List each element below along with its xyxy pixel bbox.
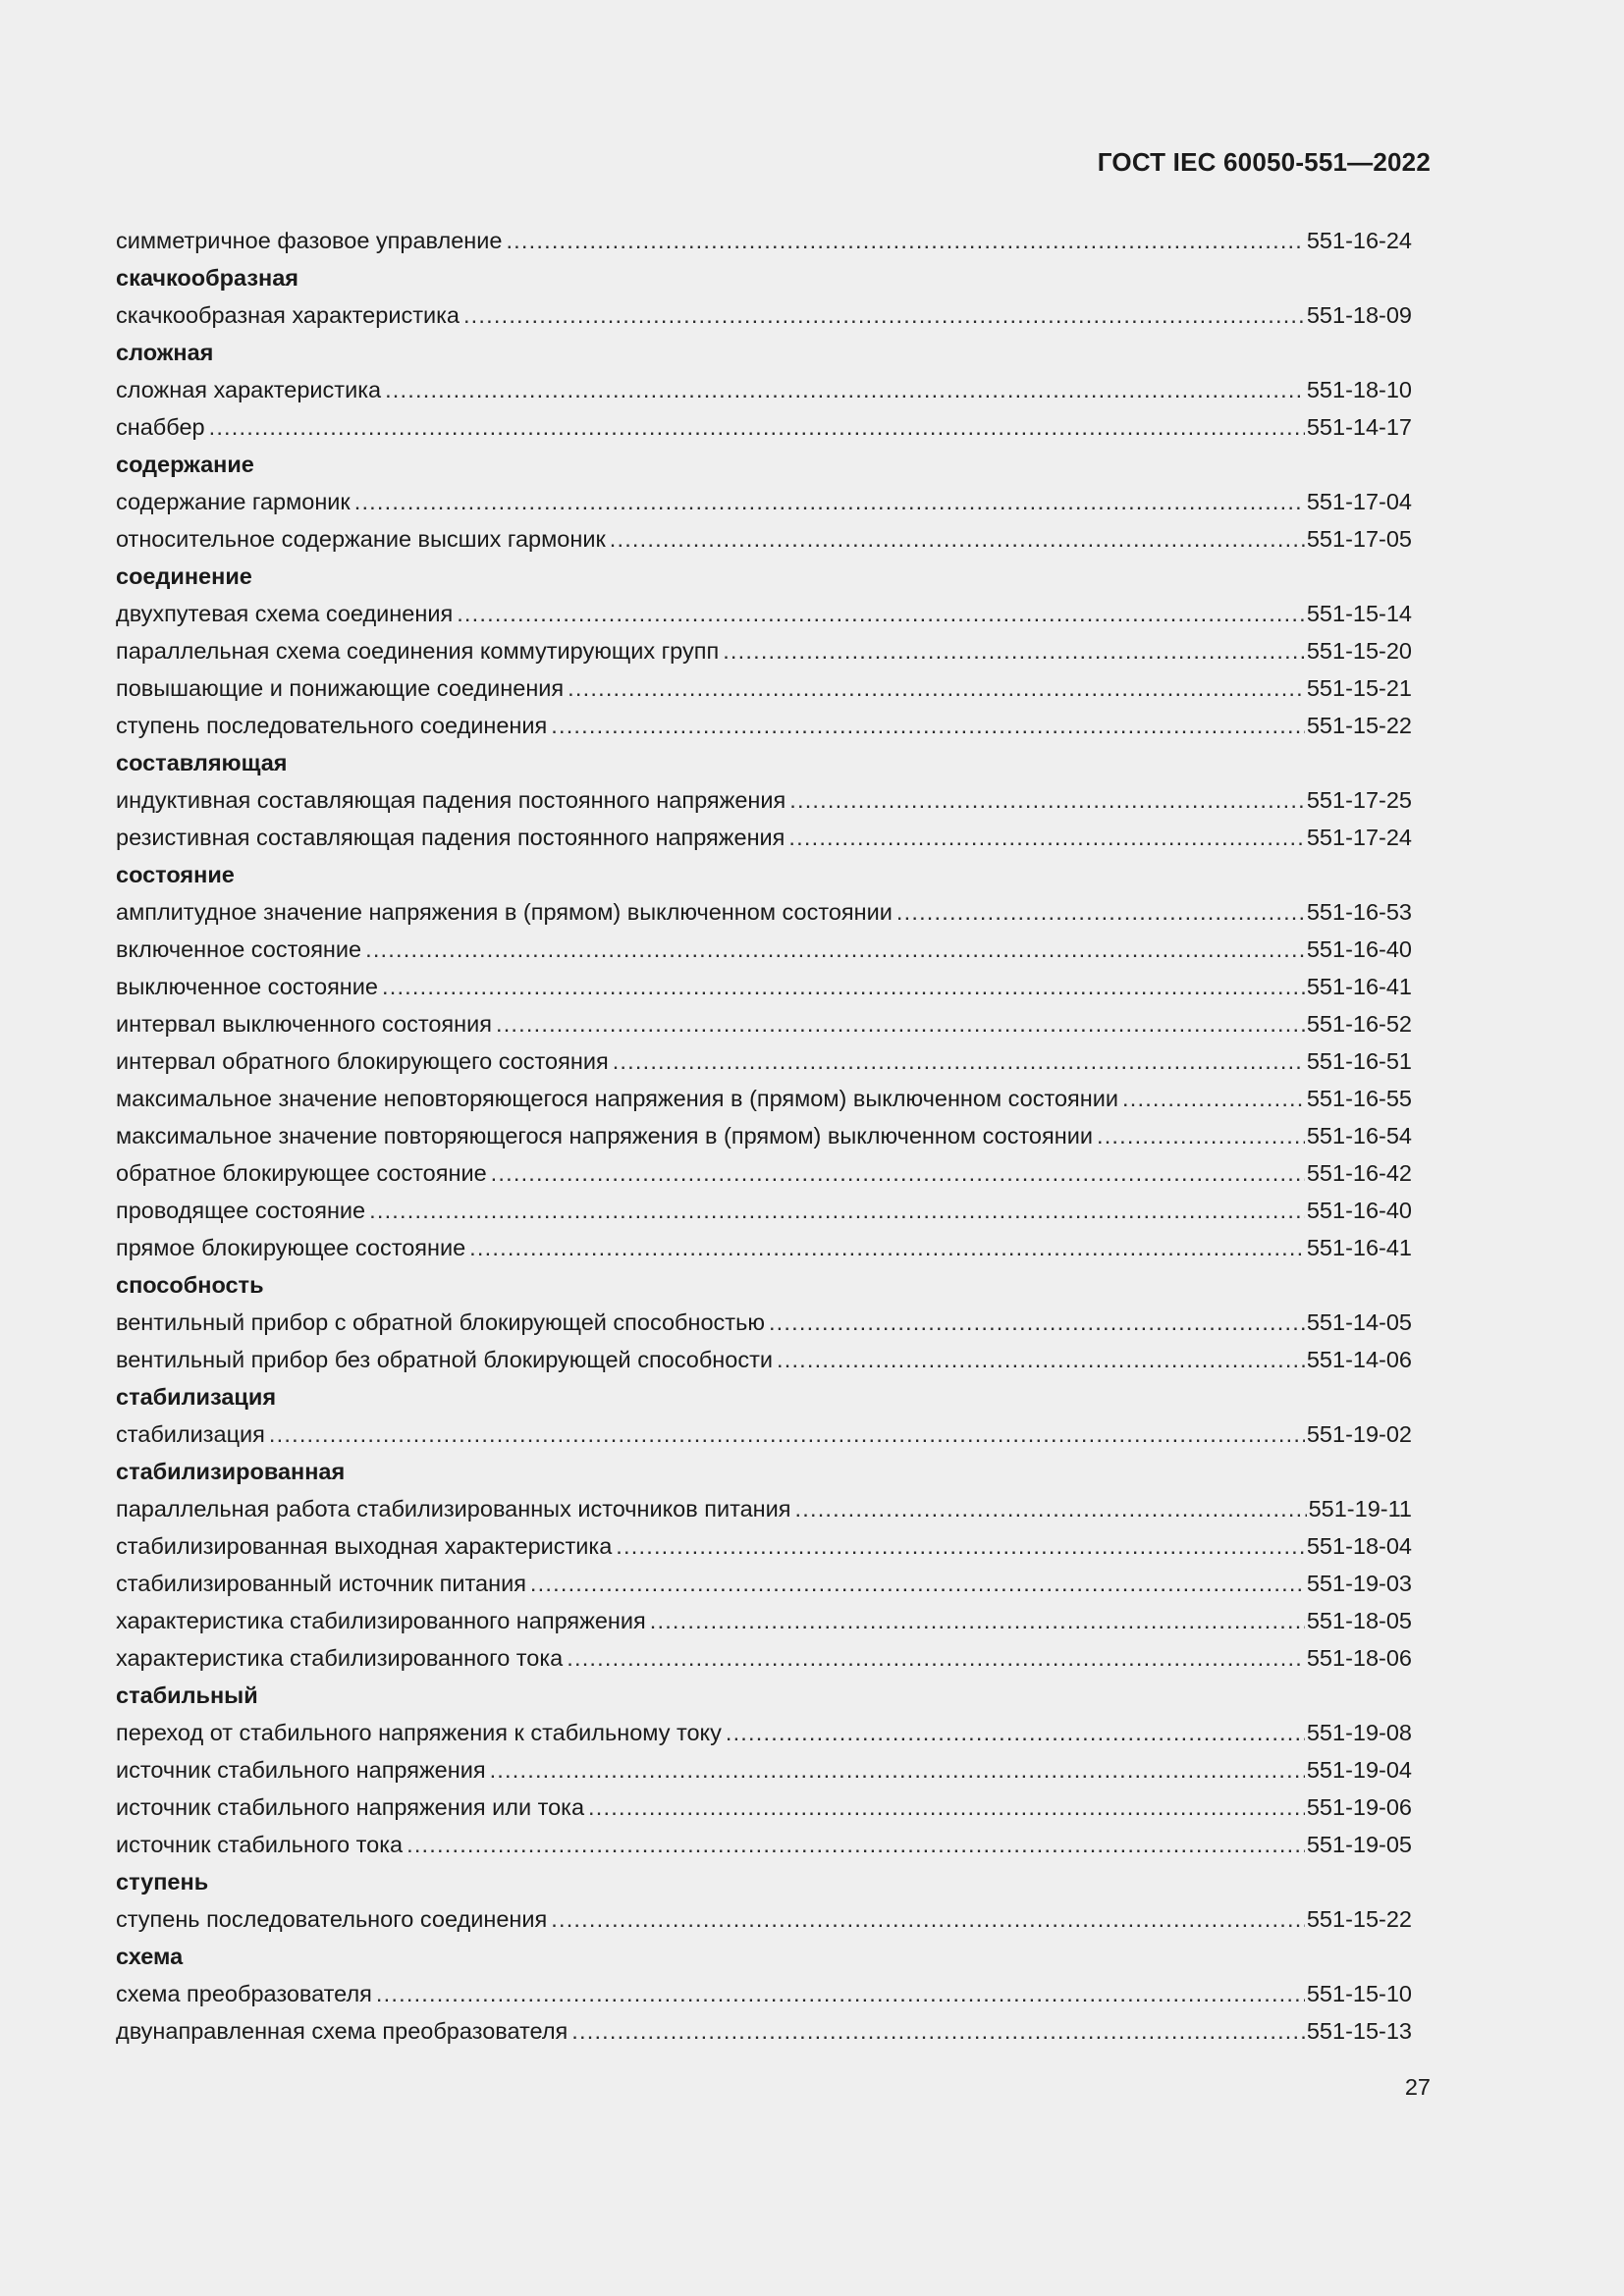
dot-leader	[551, 707, 1305, 744]
index-group-heading: содержание	[116, 452, 254, 477]
index-entry-code: 551-18-04	[1306, 1533, 1412, 1559]
index-entry-term: параллельная схема соединения коммутирующих групп	[116, 638, 720, 664]
dot-leader	[610, 520, 1305, 558]
index-group-heading: схема	[116, 1944, 184, 1969]
index-group-heading: стабилизированная	[116, 1459, 346, 1484]
index-entry-term: источник стабильного напряжения	[116, 1757, 486, 1783]
index-entry-term: стабилизированный источник питания	[116, 1571, 526, 1596]
dot-leader	[490, 1751, 1305, 1789]
dot-leader	[726, 1714, 1305, 1751]
index-entry	[116, 968, 1412, 1005]
index-entry-code: 551-15-14	[1306, 601, 1412, 626]
dot-leader	[457, 595, 1305, 632]
index-entry	[116, 669, 1412, 707]
index-entry	[116, 1789, 1412, 1826]
index-entry	[116, 1154, 1412, 1192]
index-entry	[116, 1080, 1412, 1117]
index-entry-code: 551-16-53	[1306, 899, 1412, 925]
index-entry	[116, 707, 1412, 744]
index-entry-code: 551-16-42	[1306, 1160, 1412, 1186]
dot-leader	[469, 1229, 1305, 1266]
dot-leader	[551, 1900, 1305, 1938]
index-entry-code: 551-19-04	[1306, 1757, 1412, 1783]
dot-leader	[568, 669, 1305, 707]
index-entry-code: 551-16-52	[1306, 1011, 1412, 1037]
index-entry-term: стабилизированная выходная характеристика	[116, 1533, 613, 1559]
index-group-heading: ступень	[116, 1869, 209, 1895]
index-entry-term: ступень последовательного соединения	[116, 1906, 548, 1932]
index-group-heading: состояние	[116, 862, 235, 887]
dot-leader	[376, 1975, 1305, 2012]
dot-leader	[530, 1565, 1305, 1602]
index-entry	[116, 1826, 1412, 1863]
index-entry-term: содержание гармоник	[116, 489, 351, 514]
index-entry	[116, 2012, 1412, 2050]
index-entry	[116, 1341, 1412, 1378]
index-entry-code: 551-16-24	[1306, 228, 1412, 253]
index-entry-term: амплитудное значение напряжения в (прямом) выключенном состоянии	[116, 899, 893, 925]
page-number: 27	[1404, 2074, 1431, 2100]
dot-leader	[506, 222, 1304, 259]
dot-leader	[406, 1826, 1305, 1863]
index-entry-code: 551-16-51	[1306, 1048, 1412, 1074]
index-entry	[116, 222, 1412, 259]
index-entry-code: 551-16-54	[1306, 1123, 1412, 1148]
index-entry	[116, 371, 1412, 408]
index-entry-code: 551-16-40	[1306, 1198, 1412, 1223]
index-entry-term: скачкообразная характеристика	[116, 302, 460, 328]
index-entry-code: 551-19-06	[1306, 1794, 1412, 1820]
index-entry-code: 551-15-13	[1306, 2018, 1412, 2044]
index-entry-code: 551-18-05	[1306, 1608, 1412, 1633]
dot-leader	[777, 1341, 1305, 1378]
index-entry-term: снаббер	[116, 414, 205, 440]
index-entry	[116, 1192, 1412, 1229]
index-group-heading: сложная	[116, 340, 214, 365]
index-entry-code: 551-17-05	[1306, 526, 1412, 552]
index-entry	[116, 632, 1412, 669]
index-entry-code: 551-14-05	[1306, 1309, 1412, 1335]
index-entry-code: 551-16-41	[1306, 974, 1412, 999]
index-entry-code: 551-16-55	[1306, 1086, 1412, 1111]
index-entry-code: 551-15-10	[1306, 1981, 1412, 2006]
dot-leader	[650, 1602, 1305, 1639]
index-entry-term: двунаправленная схема преобразователя	[116, 2018, 568, 2044]
index-entry-code: 551-15-20	[1306, 638, 1412, 664]
index-entry	[116, 819, 1412, 856]
index-group-heading: способность	[116, 1272, 264, 1298]
dot-leader	[896, 893, 1305, 931]
index-entry-term: вентильный прибор с обратной блокирующей способностью	[116, 1309, 765, 1335]
index-entry-code: 551-15-21	[1306, 675, 1412, 701]
index-entry-code: 551-19-02	[1306, 1421, 1412, 1447]
index-entry	[116, 1900, 1412, 1938]
index-entry-term: выключенное состояние	[116, 974, 378, 999]
index-entry	[116, 296, 1412, 334]
index-entry-code: 551-14-17	[1306, 414, 1412, 440]
index-entry-term: источник стабильного напряжения или тока	[116, 1794, 585, 1820]
index-group-heading: стабильный	[116, 1682, 258, 1708]
dot-leader	[496, 1005, 1305, 1042]
index-entry-code: 551-14-06	[1306, 1347, 1412, 1372]
index-entry-term: источник стабильного тока	[116, 1832, 404, 1857]
index-entry-term: переход от стабильного напряжения к стабильному току	[116, 1720, 722, 1745]
index-entry	[116, 781, 1412, 819]
dot-leader	[385, 371, 1305, 408]
index-entry	[116, 1490, 1412, 1527]
dot-leader	[1097, 1117, 1305, 1154]
index-entry	[116, 483, 1412, 520]
index-entry	[116, 1639, 1412, 1677]
dot-leader	[795, 1490, 1307, 1527]
index-entry	[116, 1565, 1412, 1602]
index-entry-code: 551-15-22	[1306, 1906, 1412, 1932]
index-entry-term: резистивная составляющая падения постоянного напряжения	[116, 825, 785, 850]
dot-leader	[463, 296, 1305, 334]
term-index-list	[116, 222, 1412, 2050]
index-entry-term: включенное состояние	[116, 936, 362, 962]
dot-leader	[1122, 1080, 1305, 1117]
index-entry-term: проводящее состояние	[116, 1198, 366, 1223]
index-entry	[116, 1415, 1412, 1453]
index-entry-code: 551-18-09	[1306, 302, 1412, 328]
index-entry-term: ступень последовательного соединения	[116, 713, 548, 738]
index-entry	[116, 893, 1412, 931]
dot-leader	[365, 931, 1305, 968]
dot-leader	[491, 1154, 1305, 1192]
index-entry-term: параллельная работа стабилизированных источников питания	[116, 1496, 791, 1522]
index-entry-term: интервал обратного блокирующего состояния	[116, 1048, 609, 1074]
index-entry-code: 551-17-04	[1306, 489, 1412, 514]
index-group-heading: соединение	[116, 563, 252, 589]
dot-leader	[567, 1639, 1305, 1677]
dot-leader	[369, 1192, 1305, 1229]
index-entry-term: сложная характеристика	[116, 377, 382, 402]
index-entry-code: 551-16-41	[1306, 1235, 1412, 1260]
index-entry	[116, 931, 1412, 968]
dot-leader	[354, 483, 1305, 520]
index-entry-code: 551-19-03	[1306, 1571, 1412, 1596]
index-entry-term: максимальное значение повторяющегося напряжения в (прямом) выключенном состоянии	[116, 1123, 1093, 1148]
dot-leader	[209, 408, 1305, 446]
index-entry-term: стабилизация	[116, 1421, 265, 1447]
index-entry	[116, 1005, 1412, 1042]
index-entry-code: 551-19-05	[1306, 1832, 1412, 1857]
index-entry-code: 551-17-25	[1306, 787, 1412, 813]
index-entry-term: характеристика стабилизированного напряжения	[116, 1608, 646, 1633]
index-entry-term: прямое блокирующее состояние	[116, 1235, 466, 1260]
document-code-header: ГОСТ IEC 60050-551—2022	[1097, 147, 1431, 177]
dot-leader	[571, 2012, 1305, 2050]
index-entry	[116, 408, 1412, 446]
index-entry-term: двухпутевая схема соединения	[116, 601, 454, 626]
index-entry	[116, 1304, 1412, 1341]
index-entry-code: 551-15-22	[1306, 713, 1412, 738]
index-group-heading: составляющая	[116, 750, 288, 775]
dot-leader	[788, 819, 1304, 856]
index-entry-code: 551-19-11	[1308, 1496, 1412, 1522]
index-entry-term: обратное блокирующее состояние	[116, 1160, 487, 1186]
index-entry	[116, 595, 1412, 632]
index-entry-term: интервал выключенного состояния	[116, 1011, 492, 1037]
index-entry-term: симметричное фазовое управление	[116, 228, 503, 253]
index-entry-code: 551-17-24	[1306, 825, 1412, 850]
dot-leader	[789, 781, 1305, 819]
dot-leader	[613, 1042, 1305, 1080]
index-entry	[116, 1714, 1412, 1751]
dot-leader	[723, 632, 1305, 669]
dot-leader	[382, 968, 1305, 1005]
index-group-heading: стабилизация	[116, 1384, 277, 1410]
index-entry	[116, 520, 1412, 558]
index-group-heading: скачкообразная	[116, 265, 299, 291]
index-entry-code: 551-19-08	[1306, 1720, 1412, 1745]
index-entry	[116, 1527, 1412, 1565]
index-entry-term: схема преобразователя	[116, 1981, 372, 2006]
index-entry-term: относительное содержание высших гармоник	[116, 526, 606, 552]
index-entry	[116, 1751, 1412, 1789]
index-entry	[116, 1975, 1412, 2012]
index-entry-code: 551-16-40	[1306, 936, 1412, 962]
dot-leader	[269, 1415, 1305, 1453]
dot-leader	[769, 1304, 1305, 1341]
dot-leader	[616, 1527, 1305, 1565]
index-entry	[116, 1117, 1412, 1154]
index-entry	[116, 1602, 1412, 1639]
index-entry	[116, 1042, 1412, 1080]
index-entry-term: повышающие и понижающие соединения	[116, 675, 565, 701]
index-entry-term: индуктивная составляющая падения постоянного напряжения	[116, 787, 786, 813]
dot-leader	[588, 1789, 1305, 1826]
index-entry-code: 551-18-10	[1306, 377, 1412, 402]
index-entry	[116, 1229, 1412, 1266]
index-entry-term: характеристика стабилизированного тока	[116, 1645, 564, 1671]
index-entry-term: максимальное значение неповторяющегося напряжения в (прямом) выключенном состоянии	[116, 1086, 1119, 1111]
index-entry-term: вентильный прибор без обратной блокирующей способности	[116, 1347, 773, 1372]
index-entry-code: 551-18-06	[1306, 1645, 1412, 1671]
